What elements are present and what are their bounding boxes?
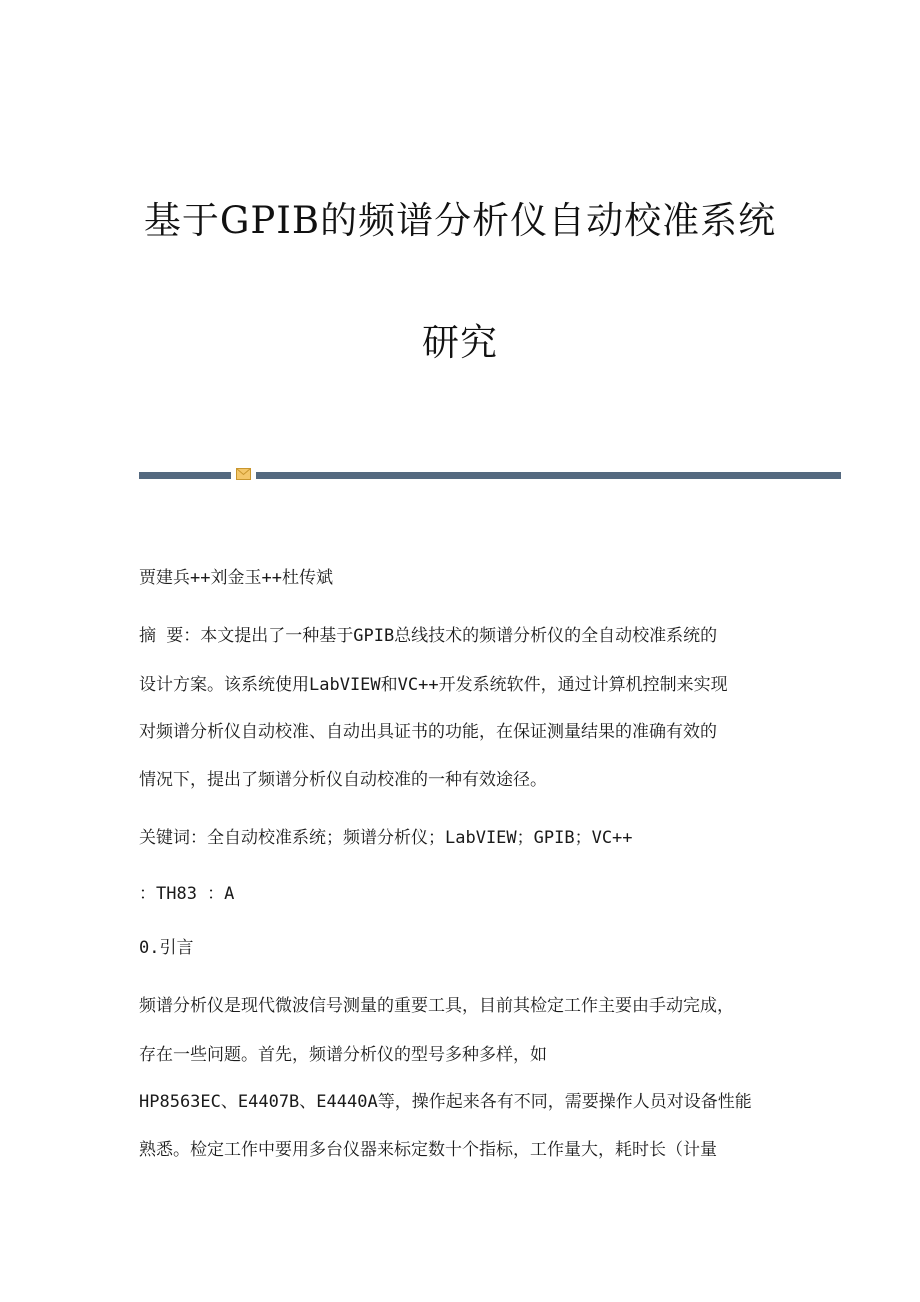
intro-line-4: 熟悉。检定工作中要用多台仪器来标定数十个指标，工作量大，耗时长（计量 xyxy=(139,1140,717,1160)
keywords: 关键词：全自动校准系统；频谱分析仪；LabVIEW；GPIB；VC++ xyxy=(139,828,633,848)
abstract-line-3: 对频谱分析仪自动校准、自动出具证书的功能，在保证测量结果的准确有效的 xyxy=(139,722,717,742)
abstract-line-1: 摘 要：本文提出了一种基于GPIB总线技术的频谱分析仪的全自动校准系统的 xyxy=(139,626,718,646)
paper-title-line-1: 基于GPIB的频谱分析仪自动校准系统 xyxy=(143,199,777,242)
abstract-line-4: 情况下，提出了频谱分析仪自动校准的一种有效途径。 xyxy=(139,770,547,790)
divider-left-bar xyxy=(139,472,231,479)
intro-line-1: 频谱分析仪是现代微波信号测量的重要工具，目前其检定工作主要由手动完成， xyxy=(139,996,734,1016)
mail-icon xyxy=(236,468,251,480)
divider-right-bar xyxy=(256,472,841,479)
intro-line-3: HP8563EC、E4407B、E4440A等，操作起来各有不同，需要操作人员对设备性能 xyxy=(139,1092,752,1112)
section-heading: 0.引言 xyxy=(139,938,194,958)
paper-title-line-2: 研究 xyxy=(422,321,498,364)
classification: ：TH83 ：A xyxy=(139,884,235,904)
intro-line-2: 存在一些问题。首先，频谱分析仪的型号多种多样，如 xyxy=(139,1045,547,1065)
authors: 贾建兵++刘金玉++杜传斌 xyxy=(139,568,333,588)
abstract-line-2: 设计方案。该系统使用LabVIEW和VC++开发系统软件，通过计算机控制来实现 xyxy=(139,675,728,695)
title-divider xyxy=(139,468,841,482)
